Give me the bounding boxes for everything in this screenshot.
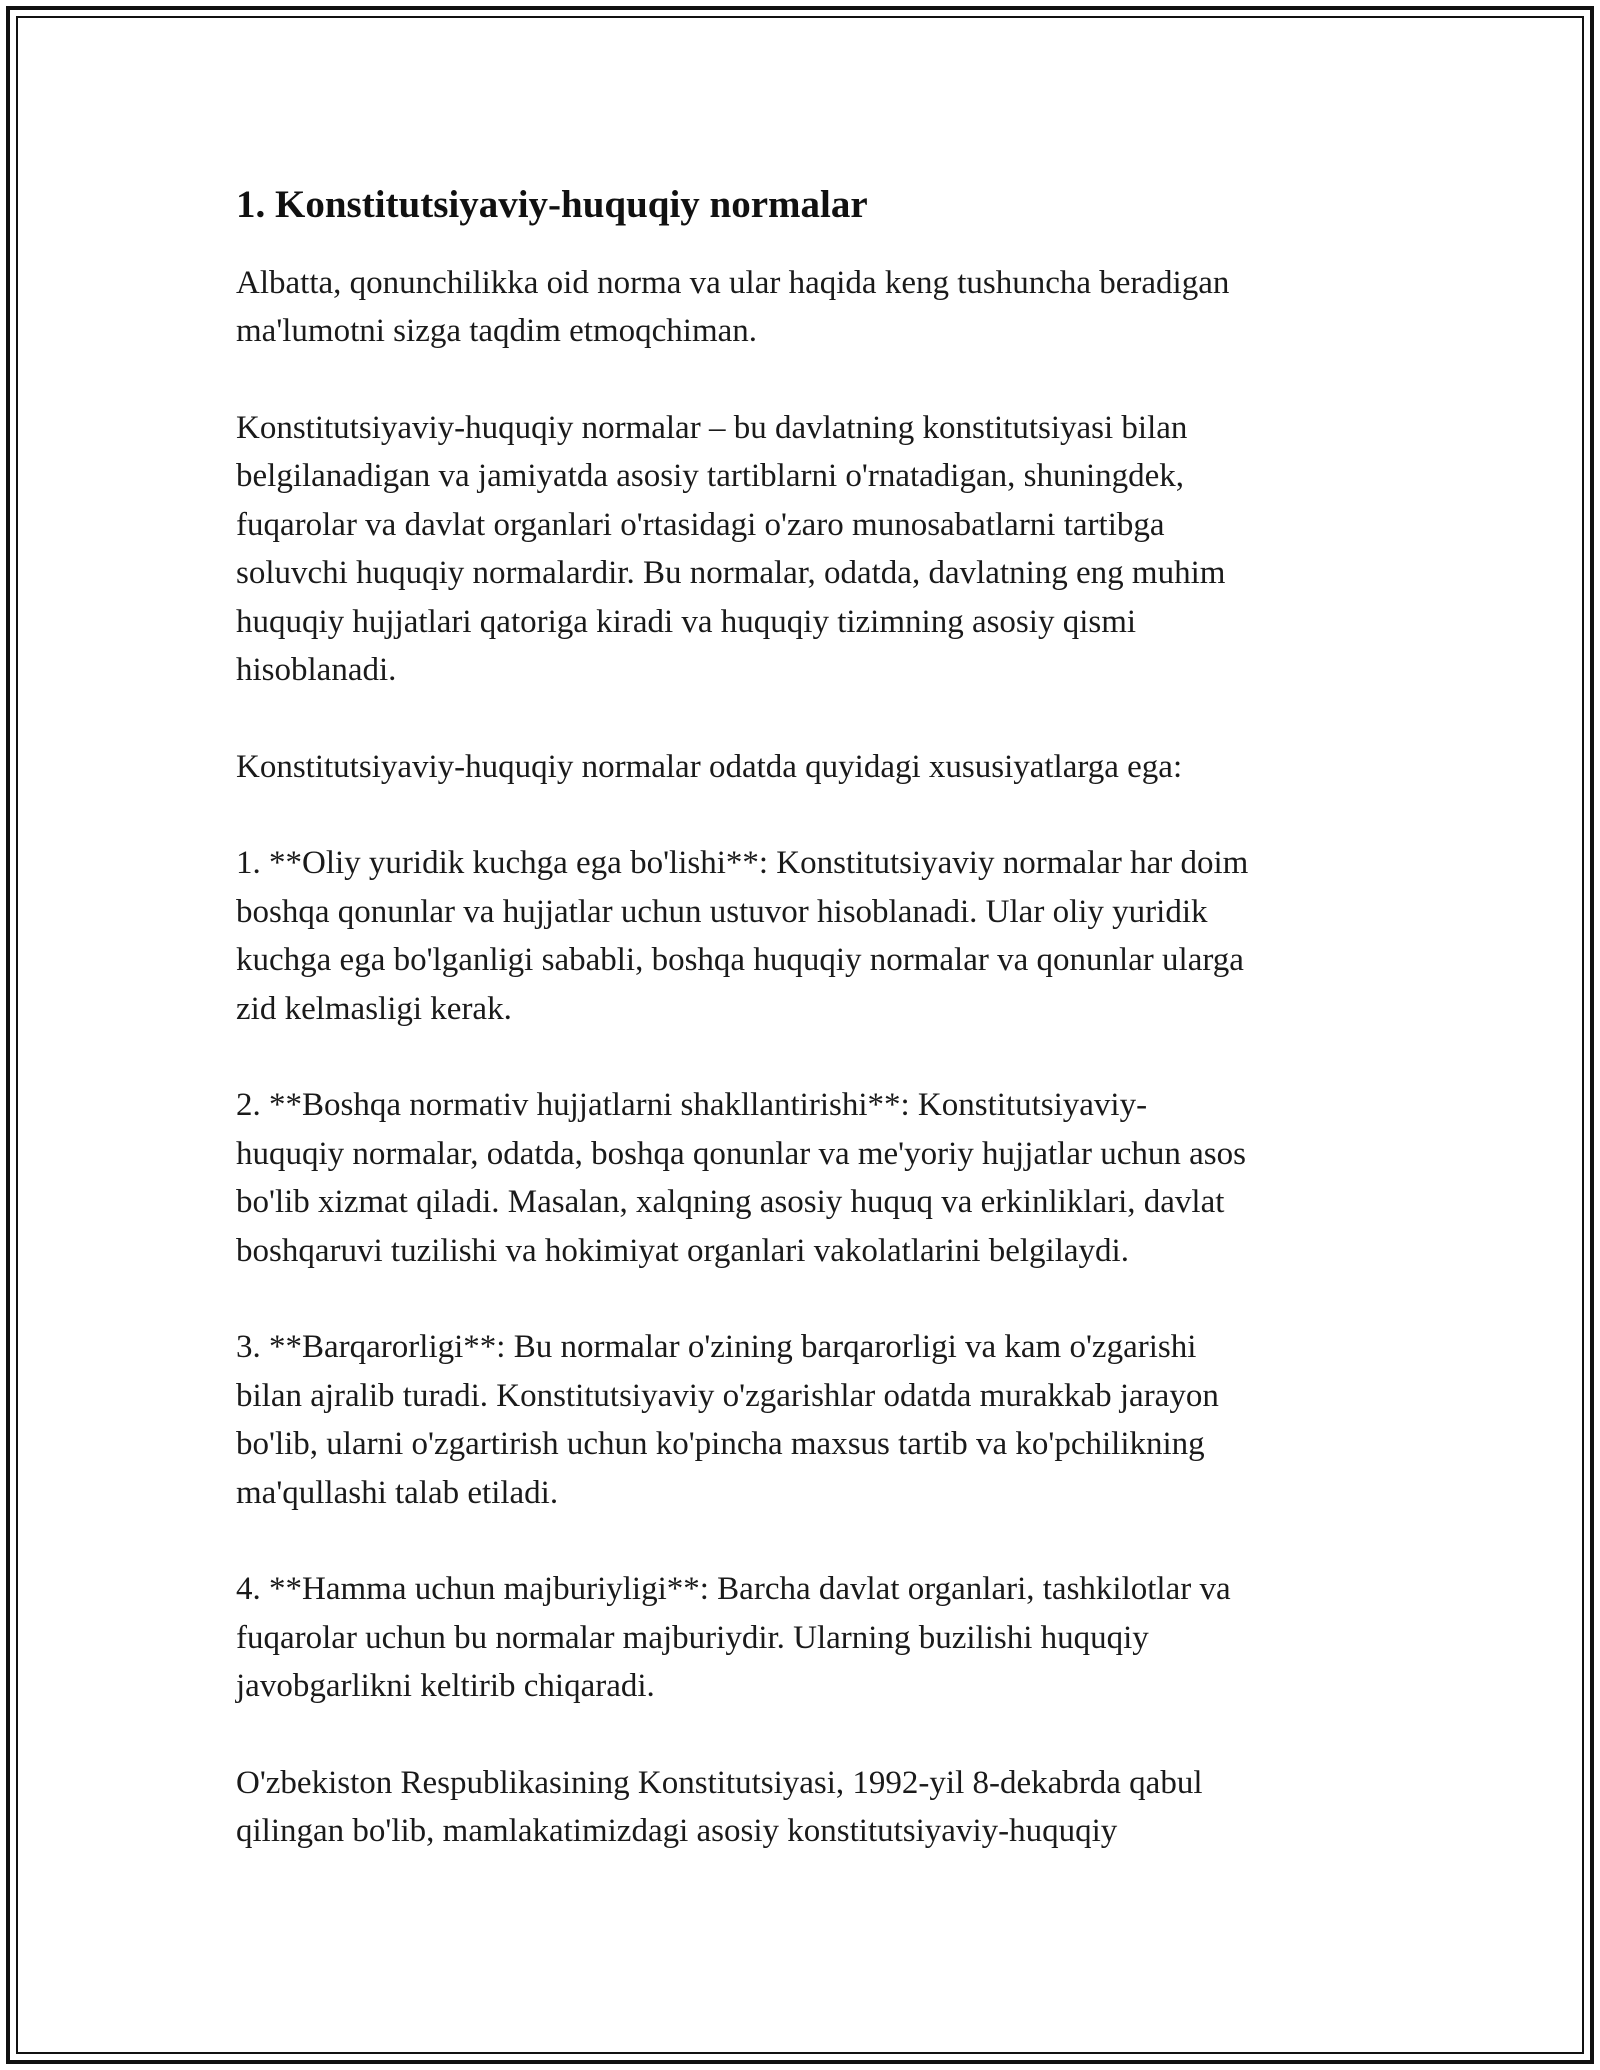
feature-item-1: 1. **Oliy yuridik kuchga ega bo'lishi**: Konstitutsiyaviy normalar har doim boshqa qonunlar va hujjatlar uchun ustuvor hisoblanadi. Ular oliy yuridik kuchga ega bo'lganligi sababli, boshqa huquqiy normalar va qonunlar ularga zid kelmasligi kerak. (236, 845, 1249, 1027)
intro-paragraph: Albatta, qonunchilikka oid norma va ular haqida keng tushuncha beradigan ma'lumotni sizga taqdim etmoqchiman. (236, 264, 1230, 350)
section-heading: 1. Konstitutsiyaviy-huquqiy normalar (236, 183, 868, 226)
feature-item-2: 2. **Boshqa normativ hujjatlarni shakllantirishi**: Konstitutsiyaviy- huquqiy normalar, odatda, boshqa qonunlar va me'yoriy hujjatlar uchun asos bo'lib xizmat qiladi. Masalan, xalqning asosiy huquq va erkinliklari, davlat boshqaruvi tuzilishi va hokimiyat organlari vakolatlarini belgilaydi. (236, 1087, 1246, 1269)
definition-paragraph: Konstitutsiyaviy-huquqiy normalar – bu davlatning konstitutsiyasi bilan belgilanadigan va jamiyatda asosiy tartiblarni o'rnatadigan, shuningdek, fuqarolar va davlat organlari o'rtasidagi o'zaro munosabatlarni tartibga soluvchi huquqiy normalardir. Bu normalar, odatda, davlatning eng muhim huquqiy hujjatlari qatoriga kiradi va huquqiy tizimning asosiy qismi hisoblanadi. (236, 409, 1226, 689)
feature-item-4: 4. **Hamma uchun majburiyligi**: Barcha davlat organlari, tashkilotlar va fuqarolar uchun bu normalar majburiydir. Ularning buzilishi huquqiy javobgarlikni keltirib chiqaradi. (236, 1571, 1231, 1705)
document-body (236, 180, 1376, 1904)
feature-item-3: 3. **Barqarorligi**: Bu normalar o'zining barqarorligi va kam o'zgarishi bilan ajralib turadi. Konstitutsiyaviy o'zgarishlar odatda murakkab jarayon bo'lib, ularni o'zgartirish uchun ko'pincha maxsus tartib va ko'pchilikning ma'qullashi talab etiladi. (236, 1329, 1219, 1511)
constitution-paragraph: O'zbekiston Respublikasining Konstitutsiyasi, 1992-yil 8-dekabrda qabul qilingan bo'lib, mamlakatimizdagi asosiy konstitutsiyaviy-huquqiy (236, 1764, 1203, 1850)
features-intro-paragraph: Konstitutsiyaviy-huquqiy normalar odatda quyidagi xususiyatlarga ega: (236, 748, 1183, 785)
